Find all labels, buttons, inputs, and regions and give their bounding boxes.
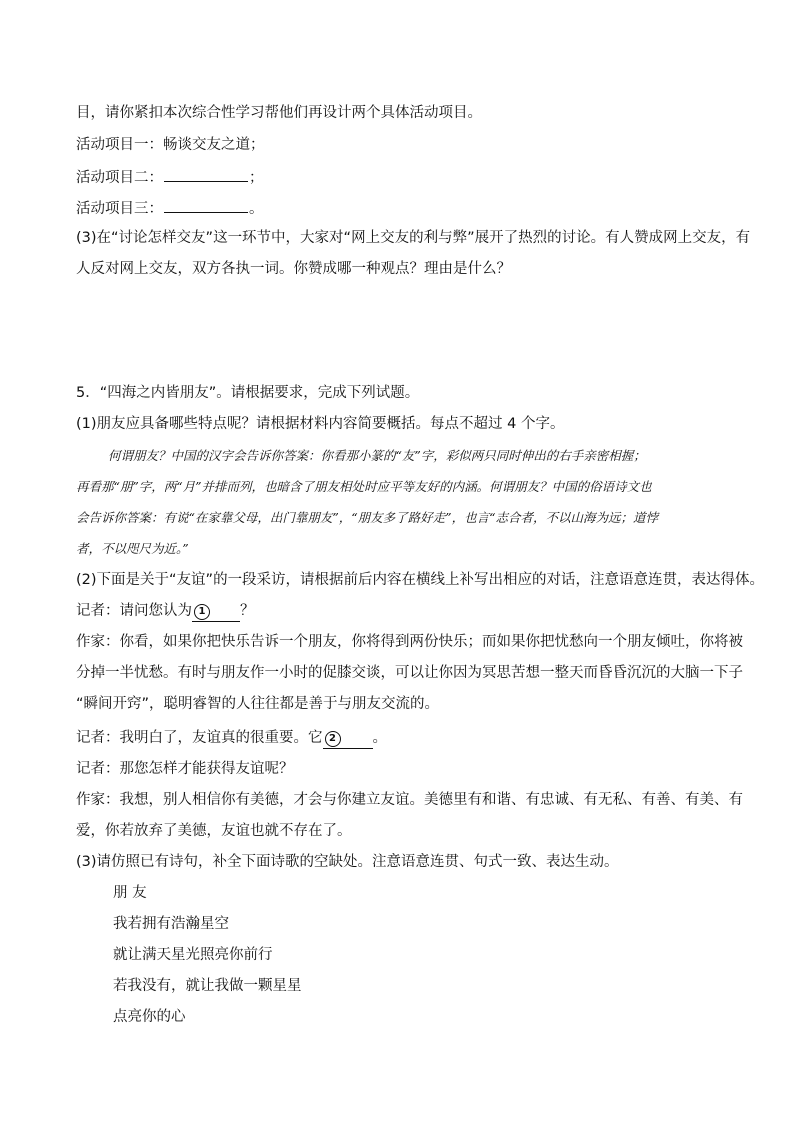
q5-sub1: (1)朋友应具备哪些特点呢？请根据材料内容简要概括。每点不超过 4 个字。 (76, 416, 565, 432)
poem-line: 若我没有，就让我做一颗星星 (113, 978, 302, 994)
material-line: 会告诉你答案：有说“在家靠父母，出门靠朋友”，“朋友多了路好走”，也言“志合者，不以山海为远；道悖 (76, 510, 658, 525)
circled-number: 2 (325, 731, 341, 747)
answer-blank-2[interactable] (323, 728, 373, 749)
writer-answer-line: 分掉一半忧愁。有时与朋友作一小时的促膝交谈，可以让你因为冥思苦想一整天而昏昏沉沉的大脑一下子 (76, 665, 743, 681)
material-line: 何谓朋友？中国的汉字会告诉你答案：你看那小篆的“友”字，彩似两只同时伸出的右手亲密相握； (108, 448, 646, 463)
poem-line: 就让满天星光照亮你前行 (113, 947, 273, 963)
writer-answer-line: “瞬间开窍”，聪明睿智的人往往都是善于与朋友交流的。 (76, 696, 440, 712)
poem-title: 朋 友 (113, 885, 147, 901)
circled-number: 1 (194, 604, 210, 620)
answer-blank[interactable] (164, 197, 248, 213)
writer-answer-line: 爱，你若放弃了美德，友谊也就不存在了。 (76, 823, 352, 839)
activity-item-3: 活动项目三： 。 (76, 197, 726, 219)
q4-sub3-line2: 人反对网上交友，双方各执一词。你赞成哪一种观点？理由是什么？ (76, 261, 511, 277)
poem-line: 点亮你的心 (113, 1009, 186, 1025)
reporter-question-2: 记者：我明白了，友谊真的很重要。它 2 。 (76, 728, 726, 749)
reporter-question-1: 记者：请问您认为 1 ？ (76, 601, 726, 622)
poem-line: 我若拥有浩瀚星空 (113, 916, 229, 932)
material-line: 再看那“朋”字，两“月”并排而列，也暗含了朋友相处时应平等友好的内涵。何谓朋友？中国的俗语诗文也 (76, 479, 652, 494)
reporter-question-3: 记者：那您怎样才能获得友谊呢？ (76, 761, 294, 777)
q5-sub3: (3)请仿照已有诗句，补全下面诗歌的空缺处。注意语意连贯、句式一致、表达生动。 (76, 854, 619, 870)
q5-sub2: (2)下面是关于“友谊”的一段采访，请根据前后内容在横线上补写出相应的对话，注意语意连贯，表达得体。 (76, 572, 765, 588)
answer-blank-1[interactable] (192, 601, 240, 622)
answer-blank[interactable] (164, 166, 248, 182)
material-line: 者，不以咫尺为近。” (76, 541, 189, 556)
q4-sub3-line1: (3)在“讨论怎样交友”这一环节中，大家对“网上交友的利与弊”展开了热烈的讨论。有人赞成网上交友，有 (76, 230, 751, 246)
activity-item-2: 活动项目二： ； (76, 166, 726, 188)
writer-answer-line: 作家：我想，别人相信你有美德，才会与你建立友谊。美德里有和谐、有忠诚、有无私、有善、有美、有 (76, 792, 743, 808)
writer-answer-line: 作家：你看，如果你把快乐告诉一个朋友，你将得到两份快乐；而如果你把忧愁向一个朋友倾吐，你将被 (76, 634, 743, 650)
activity-item-1: 活动项目一：畅谈交友之道； (76, 137, 265, 153)
q5-title: 5．“四海之内皆朋友”。请根据要求，完成下列试题。 (76, 385, 420, 401)
q4-continuation: 目，请你紧扣本次综合性学习帮他们再设计两个具体活动项目。 (76, 105, 482, 121)
